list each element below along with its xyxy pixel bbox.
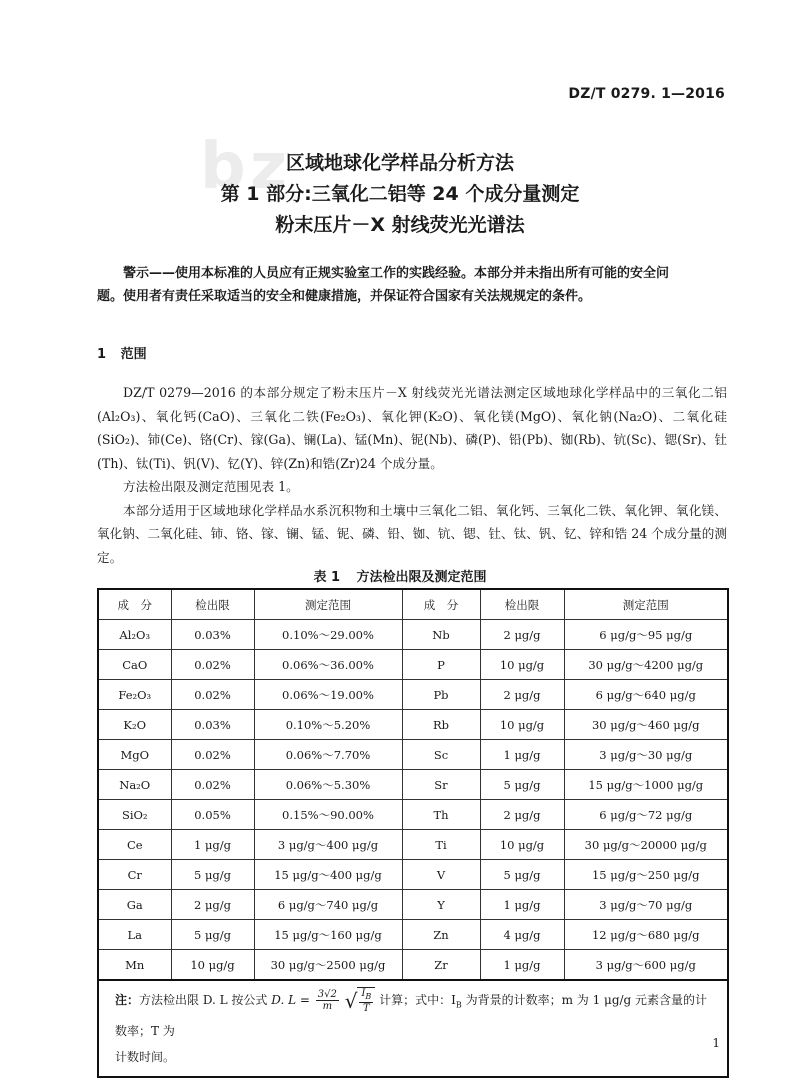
title-line-2: 第 1 部分:三氧化二铝等 24 个成分量测定 (220, 183, 580, 205)
table-cell: 12 μg/g～680 μg/g (564, 920, 728, 950)
table-cell: 30 μg/g～20000 μg/g (564, 830, 728, 860)
note-prefix: 方法检出限 D. L 按公式 (139, 993, 268, 1007)
table-cell: Zn (402, 920, 480, 950)
warning-block (97, 262, 727, 308)
table-cell: 0.02% (171, 680, 254, 710)
table-row (98, 860, 728, 890)
table-cell: 10 μg/g (480, 650, 564, 680)
table-cell: 10 μg/g (480, 830, 564, 860)
scope-paragraph-2: 方法检出限及测定范围见表 1。 (123, 479, 299, 494)
table-cell: 30 μg/g～2500 μg/g (254, 950, 402, 981)
table-row (98, 830, 728, 860)
table-cell: 0.02% (171, 650, 254, 680)
table-cell: Nb (402, 620, 480, 650)
table-cell: Rb (402, 710, 480, 740)
page-number: 1 (712, 1036, 720, 1050)
table-cell: 0.03% (171, 710, 254, 740)
note-suffix: 计算；式中：$I_B$ 为背景的计数率；m 为 1 μg/g 元素含量的计数率；T 为 (115, 993, 708, 1039)
table-row (98, 740, 728, 770)
sqrt-denominator: T (363, 1003, 370, 1014)
column-header: 检出限 (480, 589, 564, 620)
table-row (98, 890, 728, 920)
column-header: 成 分 (98, 589, 171, 620)
table-cell: P (402, 650, 480, 680)
table-cell: 5 μg/g (480, 770, 564, 800)
table-row (98, 950, 728, 981)
table-cell: Na₂O (98, 770, 171, 800)
table-row (98, 770, 728, 800)
table-cell: 2 μg/g (171, 890, 254, 920)
table-cell: 15 μg/g～250 μg/g (564, 860, 728, 890)
formula-sqrt (345, 987, 376, 1014)
table-cell: 5 μg/g (171, 920, 254, 950)
table-cell: Ti (402, 830, 480, 860)
table-cell: 0.06%～7.70% (254, 740, 402, 770)
table-cell: Sr (402, 770, 480, 800)
table-cell: 0.02% (171, 770, 254, 800)
note-label: 注： (115, 993, 140, 1007)
table-cell: 10 μg/g (480, 710, 564, 740)
section-heading (97, 343, 147, 362)
table-row (98, 650, 728, 680)
table-cell: Zr (402, 950, 480, 981)
scope-text (97, 381, 727, 569)
table-cell: 6 μg/g～640 μg/g (564, 680, 728, 710)
table-cell: 4 μg/g (480, 920, 564, 950)
table-cell: 30 μg/g～4200 μg/g (564, 650, 728, 680)
table-cell: Mn (98, 950, 171, 981)
table-caption (0, 566, 800, 585)
table-cell: 5 μg/g (480, 860, 564, 890)
table-row (98, 710, 728, 740)
table-cell: 2 μg/g (480, 800, 564, 830)
formula-lhs: D. L = (271, 993, 310, 1007)
table-cell: 2 μg/g (480, 680, 564, 710)
table-body (98, 620, 728, 981)
section-number: 1 (97, 347, 107, 362)
title-line-1: 区域地球化学样品分析方法 (285, 152, 514, 174)
title-line-3: 粉末压片－X 射线荧光光谱法 (275, 214, 525, 236)
table-caption-text: 方法检出限及测定范围 (356, 570, 487, 585)
formula-fraction (316, 989, 339, 1012)
table-cell: 6 μg/g～740 μg/g (254, 890, 402, 920)
table-cell: 3 μg/g～70 μg/g (564, 890, 728, 920)
table-cell: 1 μg/g (171, 830, 254, 860)
table-cell: 15 μg/g～400 μg/g (254, 860, 402, 890)
table-cell: 15 μg/g～1000 μg/g (564, 770, 728, 800)
table-cell: 10 μg/g (171, 950, 254, 981)
table-cell: Al₂O₃ (98, 620, 171, 650)
table-header-row (98, 589, 728, 620)
table-cell: 0.10%～29.00% (254, 620, 402, 650)
standard-code: DZ/T 0279. 1—2016 (568, 86, 725, 102)
document-title (0, 148, 800, 241)
table-cell: CaO (98, 650, 171, 680)
note-line-2: 计数时间。 (115, 1050, 176, 1065)
table-cell: Pb (402, 680, 480, 710)
table-cell: 6 μg/g～95 μg/g (564, 620, 728, 650)
table-row (98, 920, 728, 950)
radical-sign-icon: √ (344, 988, 358, 1013)
column-header: 测定范围 (564, 589, 728, 620)
table-cell: 0.05% (171, 800, 254, 830)
table-cell: 1 μg/g (480, 890, 564, 920)
table-row (98, 800, 728, 830)
sqrt-fraction (359, 988, 373, 1014)
fraction-denominator: m (322, 1001, 333, 1012)
table-cell: Sc (402, 740, 480, 770)
table-cell: Fe₂O₃ (98, 680, 171, 710)
table-cell: 0.02% (171, 740, 254, 770)
watermark: bz (200, 130, 292, 204)
table-cell: 0.06%～36.00% (254, 650, 402, 680)
column-header: 检出限 (171, 589, 254, 620)
warning-line-2: 题。使用者有责任采取适当的安全和健康措施，并保证符合国家有关法规规定的条件。 (97, 289, 592, 304)
fraction-numerator: 3√2 (317, 989, 337, 1000)
table-row (98, 620, 728, 650)
table-cell: La (98, 920, 171, 950)
table-cell: 0.03% (171, 620, 254, 650)
table-cell: 15 μg/g～160 μg/g (254, 920, 402, 950)
section-title: 范围 (120, 347, 147, 362)
table-cell: 0.06%～5.30% (254, 770, 402, 800)
detection-limit-formula (271, 987, 375, 1014)
table-cell: SiO₂ (98, 800, 171, 830)
table-note-row (98, 980, 728, 1077)
table-cell: 2 μg/g (480, 620, 564, 650)
table-cell: 30 μg/g～460 μg/g (564, 710, 728, 740)
table-cell: 1 μg/g (480, 740, 564, 770)
warning-line-1: 警示——使用本标准的人员应有正规实验室工作的实践经验。本部分并未指出所有可能的安全问 (123, 266, 670, 281)
sqrt-numerator: $I_B$ (361, 988, 372, 1001)
detection-limits-table (97, 588, 729, 1078)
table-cell: Ga (98, 890, 171, 920)
table-cell: Y (402, 890, 480, 920)
column-header: 测定范围 (254, 589, 402, 620)
table-cell: Ce (98, 830, 171, 860)
table-cell: Th (402, 800, 480, 830)
table-cell: 3 μg/g～600 μg/g (564, 950, 728, 981)
table-row (98, 680, 728, 710)
scope-paragraph-1: DZ/T 0279—2016 的本部分规定了粉末压片－X 射线荧光光谱法测定区域地球化学样品中的三氧化二铝(Al₂O₃)、氧化钙(CaO)、三氧化二铁(Fe₂O₃)、氧化钾(K₂O)、氧化镁(MgO)、氧化钠(Na₂O)、二氧化硅(SiO₂)、铈(Ce)、铬(Cr)、镓(Ga)、镧(La)、锰(Mn)、铌(Nb)、磷(P)、铅(Pb)、铷(Rb)、钪(Sc)、锶(Sr)、钍(Th)、钛(Ti)、钒(V)、钇(Y)、锌(Zn)和锆(Zr)24 个成分量。 (97, 385, 727, 471)
table-cell: 0.06%～19.00% (254, 680, 402, 710)
scope-paragraph-3: 本部分适用于区域地球化学样品水系沉积物和土壤中三氧化二铝、氧化钙、三氧化二铁、氧化钾、氧化镁、氧化钠、二氧化硅、铈、铬、镓、镧、锰、铌、磷、铅、铷、钪、锶、钍、钛、钒、钇、锌和锆 24 个成分量的测定。 (97, 502, 727, 565)
table-cell: 0.10%～5.20% (254, 710, 402, 740)
table-cell: 3 μg/g～400 μg/g (254, 830, 402, 860)
table-cell: 6 μg/g～72 μg/g (564, 800, 728, 830)
table-caption-number: 表 1 (313, 570, 341, 585)
table-cell: 3 μg/g～30 μg/g (564, 740, 728, 770)
table-cell: 5 μg/g (171, 860, 254, 890)
table-cell: K₂O (98, 710, 171, 740)
table-cell: Cr (98, 860, 171, 890)
column-header: 成 分 (402, 589, 480, 620)
table-cell: 1 μg/g (480, 950, 564, 981)
table-cell: MgO (98, 740, 171, 770)
table-note (98, 980, 728, 1077)
table-cell: V (402, 860, 480, 890)
table-cell: 0.15%～90.00% (254, 800, 402, 830)
